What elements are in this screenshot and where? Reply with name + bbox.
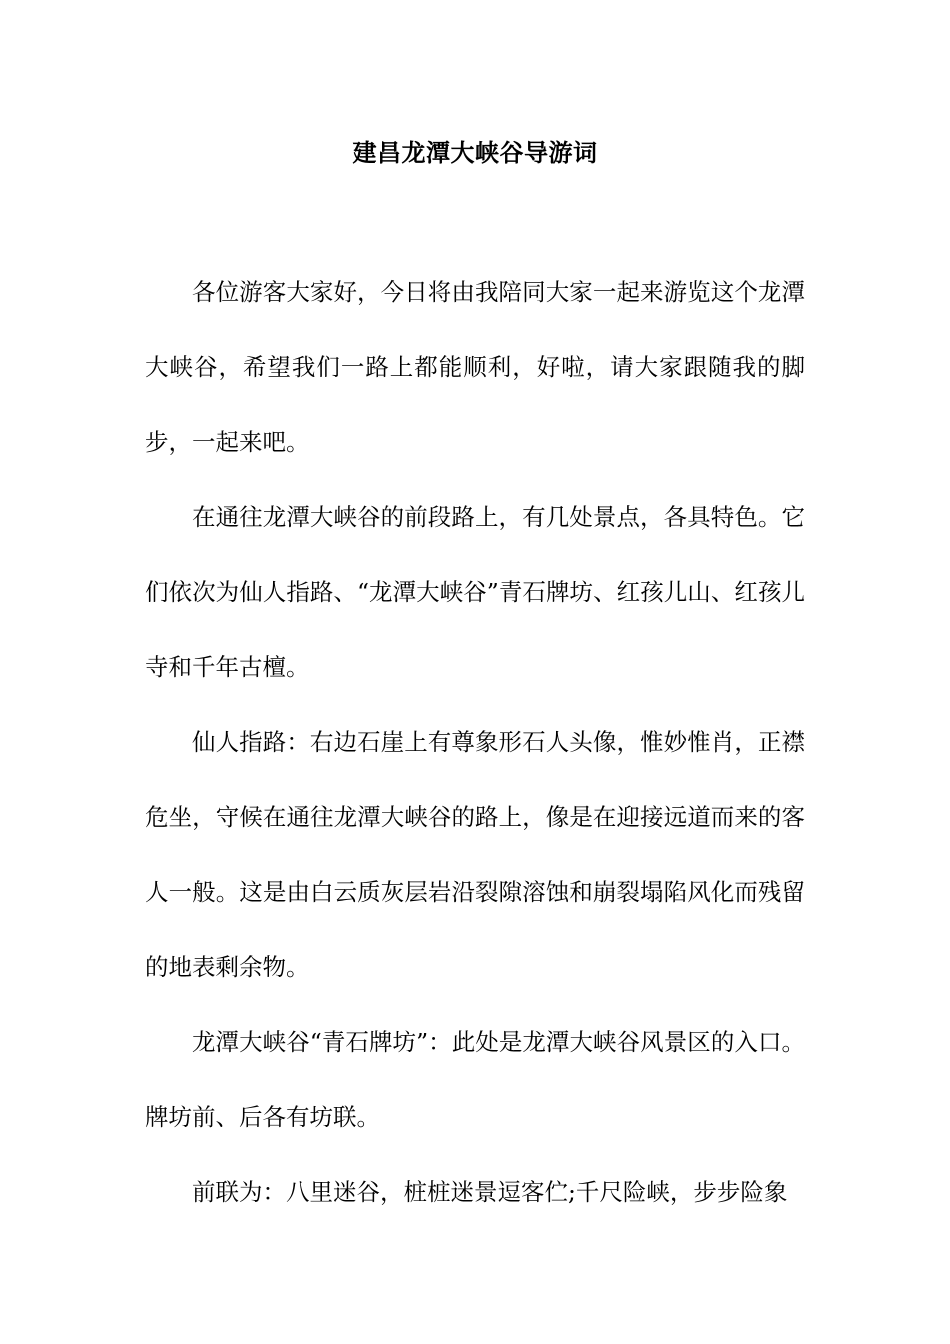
paragraph-immortal-guide: 仙人指路：右边石崖上有尊象形石人头像，惟妙惟肖，正襟危坐，守候在通往龙潭大峡谷的路上，像是在迎接远道而来的客人一般。这是由白云质灰层岩沿裂隙溶蚀和崩裂塌陷风化而残留的地表剩余物。 <box>145 728 805 981</box>
paragraph-greeting: 各位游客大家好，今日将由我陪同大家一起来游览这个龙潭大峡谷，希望我们一路上都能顺利，好啦，请大家跟随我的脚步，一起来吧。 <box>145 278 805 456</box>
paragraph-scenic-spots: 在通往龙潭大峡谷的前段路上，有几处景点，各具特色。它们依次为仙人指路、“龙潭大峡谷”青石牌坊、红孩儿山、红孩儿寺和千年古檀。 <box>145 503 805 681</box>
document-body <box>145 255 805 1230</box>
paragraph-front-couplet: 前联为：八里迷谷，桩桩迷景逗客伫;千尺险峡，步步险象 <box>192 1178 788 1206</box>
paragraph-stone-archway: 龙潭大峡谷“青石牌坊”：此处是龙潭大峡谷风景区的入口。牌坊前、后各有坊联。 <box>145 1028 805 1131</box>
document-title: 建昌龙潭大峡谷导游词 <box>352 138 598 167</box>
